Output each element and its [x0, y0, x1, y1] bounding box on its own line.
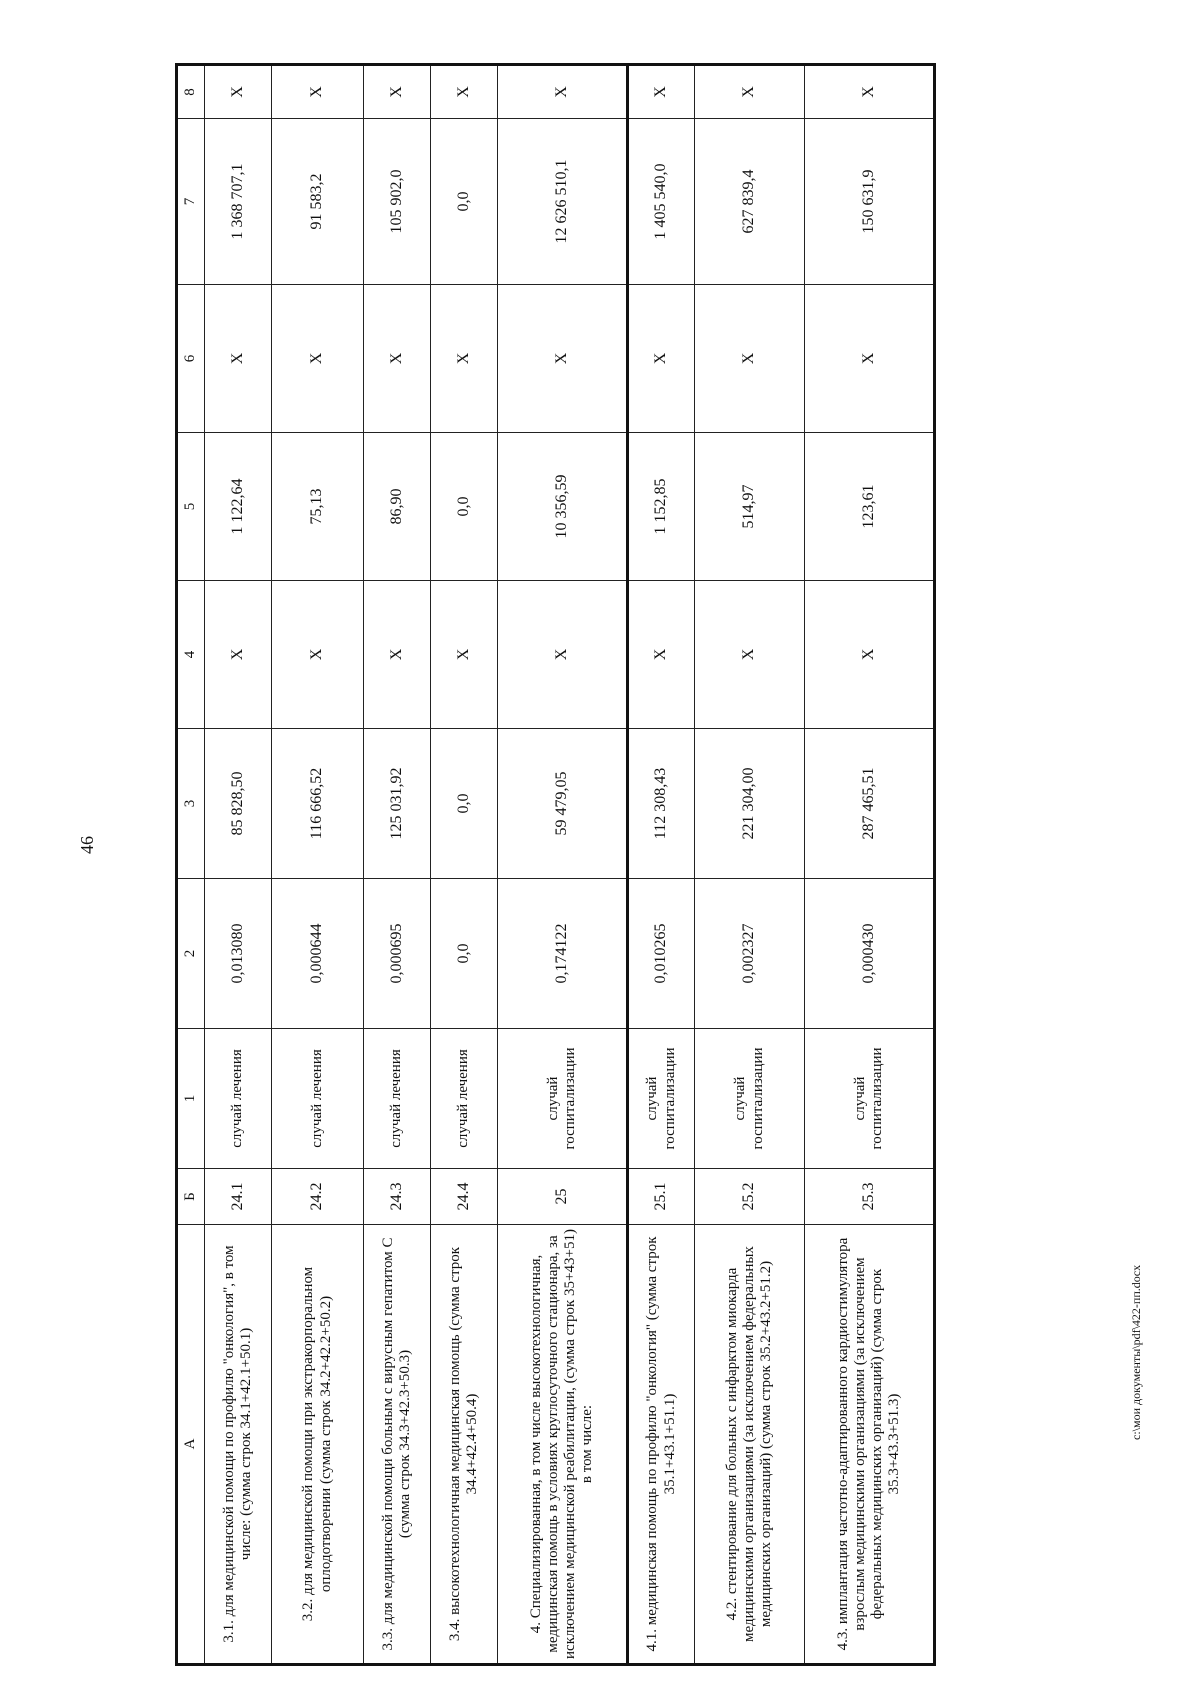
- table-row: [272, 65, 364, 1665]
- value-cell: 12 626 510,1: [498, 119, 628, 285]
- row-label: 4.3. имплантация частотно-адаптированного кардиостимулятора взрослым медицинскими организациями (за исключением федеральных медицинских организаций) (сумма строк 35.3+43.3+51.3): [805, 1225, 935, 1665]
- row-number: 24.1: [205, 1169, 272, 1225]
- column-header: 8: [177, 65, 205, 119]
- value-cell: 0,0: [431, 119, 498, 285]
- row-label: 3.2. для медицинской помощи при экстракорпоральном оплодотворении (сумма строк 34.2+42.2+50.2): [272, 1225, 364, 1665]
- value-cell: X: [272, 285, 364, 433]
- value-cell: X: [498, 581, 628, 729]
- row-number: 24.4: [431, 1169, 498, 1225]
- row-number: 25.1: [628, 1169, 695, 1225]
- table-row: [695, 65, 805, 1665]
- value-cell: 0,000695: [364, 879, 431, 1029]
- value-cell: X: [205, 581, 272, 729]
- value-cell: 627 839,4: [695, 119, 805, 285]
- value-cell: 86,90: [364, 433, 431, 581]
- value-cell: X: [205, 65, 272, 119]
- table-row: [628, 65, 695, 1665]
- value-cell: 1 152,85: [628, 433, 695, 581]
- value-cell: X: [695, 581, 805, 729]
- value-cell: 0,002327: [695, 879, 805, 1029]
- value-cell: 10 356,59: [498, 433, 628, 581]
- row-label: 3.1. для медицинской помощи по профилю "онкология", в том числе: (сумма строк 34.1+42.1+50.1): [205, 1225, 272, 1665]
- column-header: 1: [177, 1029, 205, 1169]
- row-label: 3.4. высокотехнологичная медицинская помощь (сумма строк 34.4+42.4+50.4): [431, 1225, 498, 1665]
- value-cell: 116 666,52: [272, 729, 364, 879]
- value-cell: 75,13: [272, 433, 364, 581]
- column-header: 3: [177, 729, 205, 879]
- unit-cell: случай лечения: [272, 1029, 364, 1169]
- value-cell: X: [805, 65, 935, 119]
- column-header: 5: [177, 433, 205, 581]
- value-cell: 0,000644: [272, 879, 364, 1029]
- value-cell: 0,0: [431, 433, 498, 581]
- value-cell: X: [695, 65, 805, 119]
- row-label: 4. Специализированная, в том числе высокотехнологичная, медицинская помощь в условиях круглосуточного стационара, за исключением медицинской реабилитации, (сумма строк 35+43+51) в том числе:: [498, 1225, 628, 1665]
- unit-cell: случай лечения: [205, 1029, 272, 1169]
- row-label: 4.1. медицинская помощь по профилю "онкология" (сумма строк 35.1+43.1+51.1): [628, 1225, 695, 1665]
- value-cell: X: [205, 285, 272, 433]
- value-cell: 112 308,43: [628, 729, 695, 879]
- file-path-footer: c:\мои документы\pdf\422-пп.docx: [1129, 1264, 1143, 1440]
- data-table: [175, 63, 936, 1666]
- value-cell: X: [364, 581, 431, 729]
- table-row: [364, 65, 431, 1665]
- table-row: [498, 65, 628, 1665]
- value-cell: 514,97: [695, 433, 805, 581]
- unit-cell: случай госпитализации: [498, 1029, 628, 1169]
- page-number: 46: [77, 836, 97, 854]
- row-number: 24.2: [272, 1169, 364, 1225]
- value-cell: 0,000430: [805, 879, 935, 1029]
- column-header: А: [177, 1225, 205, 1665]
- value-cell: X: [695, 285, 805, 433]
- unit-cell: случай госпитализации: [695, 1029, 805, 1169]
- table-row: [205, 65, 272, 1665]
- value-cell: X: [364, 285, 431, 433]
- value-cell: X: [498, 285, 628, 433]
- value-cell: X: [431, 65, 498, 119]
- unit-cell: случай госпитализации: [628, 1029, 695, 1169]
- value-cell: 85 828,50: [205, 729, 272, 879]
- table-row: [431, 65, 498, 1665]
- value-cell: X: [364, 65, 431, 119]
- value-cell: 1 405 540,0: [628, 119, 695, 285]
- unit-cell: случай лечения: [364, 1029, 431, 1169]
- value-cell: X: [628, 581, 695, 729]
- value-cell: 0,013080: [205, 879, 272, 1029]
- value-cell: X: [431, 285, 498, 433]
- value-cell: 221 304,00: [695, 729, 805, 879]
- column-header: 2: [177, 879, 205, 1029]
- value-cell: X: [628, 285, 695, 433]
- value-cell: 105 902,0: [364, 119, 431, 285]
- value-cell: X: [805, 581, 935, 729]
- unit-cell: случай госпитализации: [805, 1029, 935, 1169]
- value-cell: 150 631,9: [805, 119, 935, 285]
- value-cell: 59 479,05: [498, 729, 628, 879]
- unit-cell: случай лечения: [431, 1029, 498, 1169]
- table-header-row: [177, 65, 205, 1665]
- value-cell: X: [628, 65, 695, 119]
- column-header: 7: [177, 119, 205, 285]
- value-cell: X: [272, 65, 364, 119]
- value-cell: 287 465,51: [805, 729, 935, 879]
- value-cell: 1 368 707,1: [205, 119, 272, 285]
- row-number: 25.3: [805, 1169, 935, 1225]
- row-number: 25.2: [695, 1169, 805, 1225]
- value-cell: X: [498, 65, 628, 119]
- value-cell: 0,010265: [628, 879, 695, 1029]
- value-cell: 0,0: [431, 879, 498, 1029]
- value-cell: 0,0: [431, 729, 498, 879]
- value-cell: 1 122,64: [205, 433, 272, 581]
- value-cell: X: [805, 285, 935, 433]
- value-cell: 123,61: [805, 433, 935, 581]
- row-label: 3.3. для медицинской помощи больным с вирусным гепатитом С (сумма строк 34.3+42.3+50.3): [364, 1225, 431, 1665]
- row-number: 24.3: [364, 1169, 431, 1225]
- table-row: [805, 65, 935, 1665]
- column-header: 6: [177, 285, 205, 433]
- value-cell: 125 031,92: [364, 729, 431, 879]
- row-number: 25: [498, 1169, 628, 1225]
- value-cell: X: [272, 581, 364, 729]
- data-table-container: [175, 66, 975, 1666]
- value-cell: 0,174122: [498, 879, 628, 1029]
- value-cell: 91 583,2: [272, 119, 364, 285]
- value-cell: X: [431, 581, 498, 729]
- row-label: 4.2. стентирование для больных с инфарктом миокарда медицинскими организациями (за исключением федеральных медицинских организаций) (сумма строк 35.2+43.2+51.2): [695, 1225, 805, 1665]
- column-header: 4: [177, 581, 205, 729]
- column-header: Б: [177, 1169, 205, 1225]
